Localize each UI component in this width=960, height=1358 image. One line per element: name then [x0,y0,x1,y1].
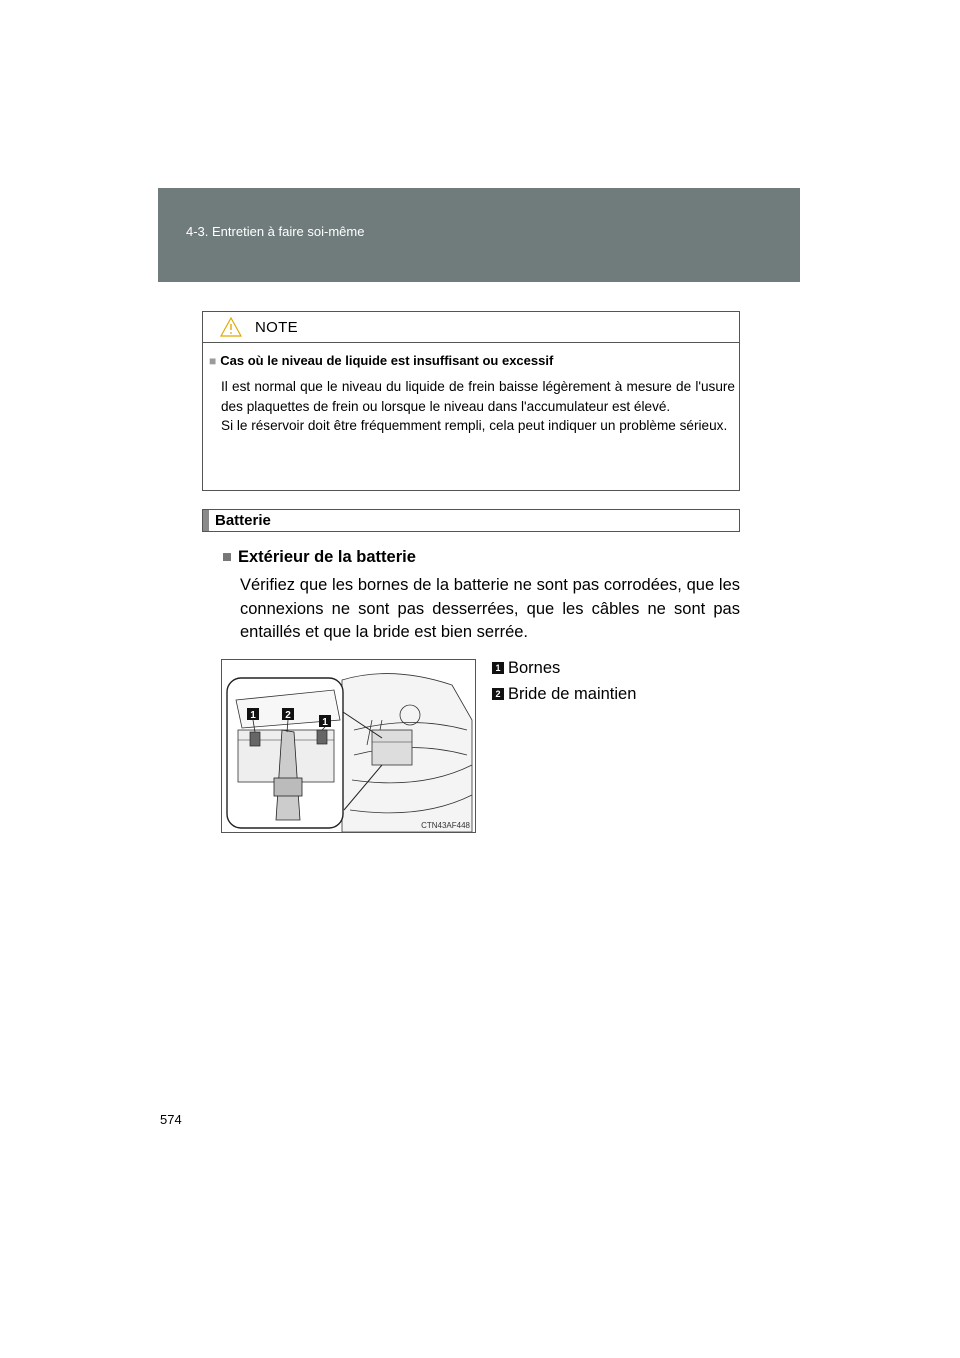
battery-illustration [222,660,475,832]
callout-1: 1 [250,710,256,721]
note-paragraph: Il est normal que le niveau du liquide de frein baisse légèrement à mesure de l'usure des plaquettes de frein ou lorsque le niveau dans l'accumulateur est élevé. [221,379,735,414]
header-band [158,188,800,282]
page-number: 574 [160,1112,182,1127]
square-bullet-icon: ■ [209,354,217,368]
square-bullet-icon: ■ [222,548,232,566]
figure-code: CTN43AF448 [421,821,470,830]
warning-triangle-icon [220,317,242,337]
note-box [202,311,740,491]
legend-label: Bride de maintien [508,684,637,703]
note-body [221,377,735,436]
section-subheading-text: Extérieur de la batterie [237,548,416,566]
legend-item [492,681,636,707]
figure-legend [492,655,636,707]
legend-number: 2 [492,688,504,700]
note-subheading-text: Cas où le niveau de liquide est insuffisant ou excessif [220,353,554,368]
note-subheading [209,353,553,368]
callout-3: 1 [322,717,328,728]
note-paragraph: Si le réservoir doit être fréquemment rempli, cela peut indiquer un problème sérieux. [221,418,728,433]
section-subheading [222,548,416,567]
note-header [203,312,739,343]
note-title: NOTE [255,319,298,336]
section-title: Batterie [215,512,271,529]
legend-number: 1 [492,662,504,674]
section-title-bar [202,509,740,532]
battery-figure [221,659,476,833]
section-paragraph: Vérifiez que les bornes de la batterie ne sont pas corrodées, que les connexions ne sont pas desserrées, que les câbles ne sont pas entaillés et que la bride est bien serrée. [240,576,740,641]
legend-label: Bornes [508,658,561,677]
section-label: 4-3. Entretien à faire soi-même [186,224,365,239]
callout-2: 2 [285,710,291,721]
title-accent [203,510,209,531]
legend-item [492,655,636,681]
